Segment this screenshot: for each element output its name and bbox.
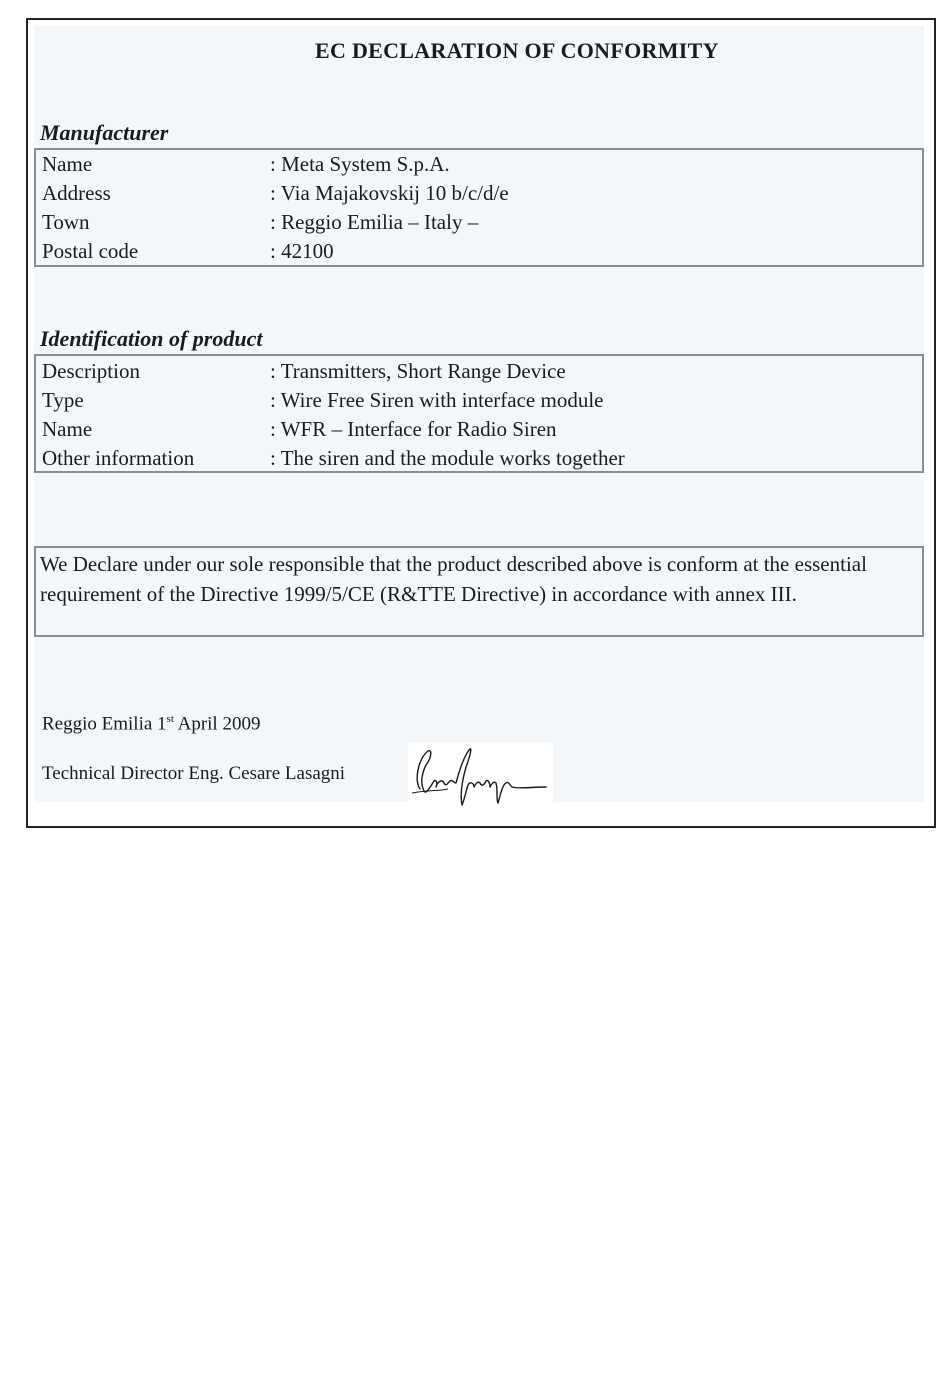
manufacturer-box: [34, 148, 924, 267]
document-title: EC DECLARATION OF CONFORMITY: [315, 38, 719, 63]
row-label: Name: [42, 417, 93, 441]
row-value: : Reggio Emilia – Italy –: [270, 210, 479, 234]
ordinal-suffix: st: [166, 713, 174, 725]
row-label: Other information: [42, 446, 195, 470]
row-label: Postal code: [42, 239, 139, 263]
row-label: Address: [42, 181, 111, 205]
declaration-text: We Declare under our sole responsible that the product described above is conform at the essential requirement of the Directive 1999/5/CE (R&TTE Directive) in accordance with annex III.: [40, 552, 867, 606]
product-heading: Identification of product: [40, 326, 263, 351]
row-label: Name: [42, 152, 93, 176]
place-date-suffix: April 2009: [173, 713, 261, 735]
place-and-date: [42, 713, 260, 735]
row-label: Description: [42, 359, 140, 383]
row-label: Type: [42, 388, 84, 412]
row-label: Town: [42, 210, 90, 234]
row-value: : Via Majakovskij 10 b/c/d/e: [270, 181, 509, 205]
row-value: : 42100: [270, 239, 334, 263]
row-value: : WFR – Interface for Radio Siren: [270, 417, 557, 441]
signature-icon: [408, 743, 553, 807]
row-value: : The siren and the module works together: [270, 446, 625, 470]
signatory-line: Technical Director Eng. Cesare Lasagni: [42, 763, 346, 784]
row-value: : Transmitters, Short Range Device: [270, 359, 566, 383]
place-date-prefix: Reggio Emilia 1: [42, 713, 167, 735]
handwritten-signature: [408, 743, 553, 807]
manufacturer-heading: Manufacturer: [40, 120, 169, 145]
row-value: : Wire Free Siren with interface module: [270, 388, 604, 412]
row-value: : Meta System S.p.A.: [270, 152, 450, 176]
product-box: [34, 354, 924, 473]
